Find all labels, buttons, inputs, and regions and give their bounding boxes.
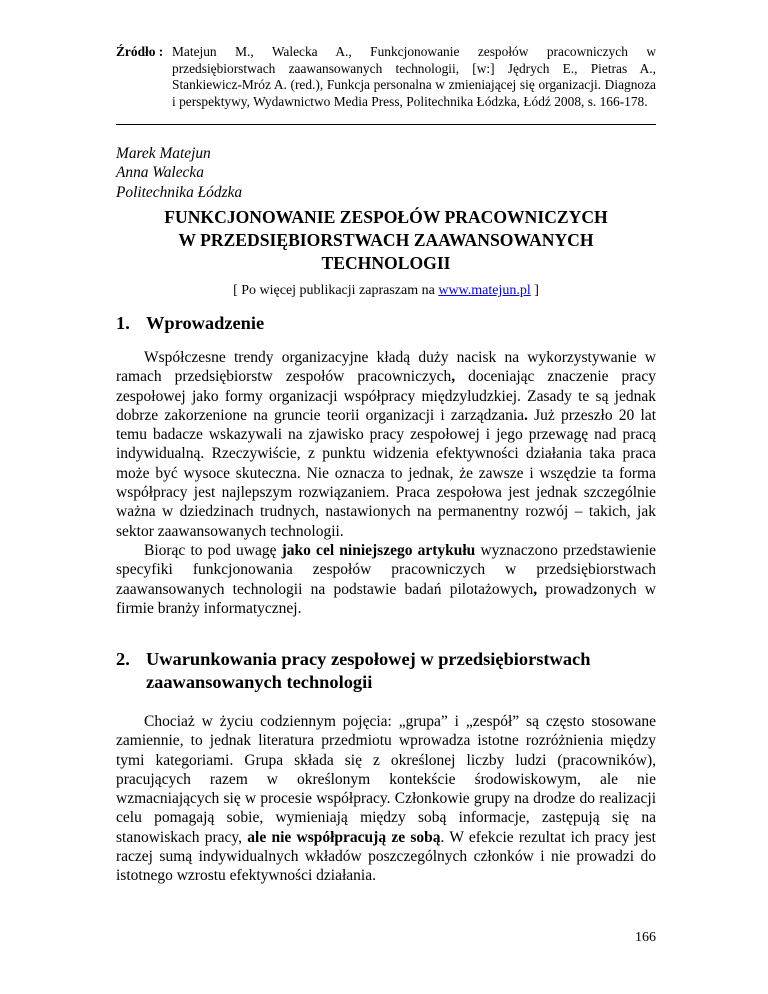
- section-1-paragraph-1: Współczesne trendy organizacyjne kładą duży nacisk na wykorzystywanie w ramach przedsiębiorstw zespołów pracowniczych, doceniając znaczenie pracy zespołowej jako formy organizacji współpracy międzyludzkiej. Zasady te są jednak dobrze zakorzenione na gruncie teorii organizacji i zarządzania. Już przeszło 20 lat temu badacze wskazywali na zjawisko pracy zespołowej i jego przewagę nad pracą indywidualną. Rzeczywiście, z punktu widzenia efektywności działania taka praca może być wysoce skuteczna. Nie oznacza to jednak, że zawsze i wszędzie ta forma współpracy jest najlepszym rozwiązaniem. Praca zespołowa jest jednak szczególnie ważna w dziedzinach trudnych, nastawionych na permanentny rozwój – takich, jak sektor zaawansowanych technologii.: [116, 349, 657, 540]
- website-link[interactable]: www.matejun.pl: [438, 283, 531, 298]
- more-publications-note: [116, 282, 656, 300]
- header-divider: [116, 124, 656, 125]
- title-line-2: W PRZEDSIĘBIORSTWACH ZAAWANSOWANYCH: [178, 230, 594, 250]
- title-line-1: FUNKCJONOWANIE ZESPOŁÓW PRACOWNICZYCH: [164, 207, 608, 227]
- section-2-body: [116, 712, 656, 886]
- title-line-3: TECHNOLOGII: [321, 253, 451, 273]
- source-label: Źródło :: [116, 44, 164, 59]
- author-2: Anna Walecka: [116, 164, 204, 182]
- paper-title: [116, 206, 656, 275]
- section-2-number: 2.: [116, 649, 130, 669]
- section-1-title: Wprowadzenie: [146, 313, 265, 333]
- section-2-paragraph-1: Chociaż w życiu codziennym pojęcia: „grupa” i „zespół” są często stosowane zamiennie, to jednak literatura przedmiotu wprowadza istotne rozróżnienia między tymi kategoriami. Grupa składa się z określonej liczby ludzi (pracowników), pracujących razem w określonym kontekście środowiskowym, ale nie wzmacniających się w procesie współpracy. Członkowie grupy na drodze do realizacji celu pomagają sobie, wymieniają między sobą informacje, zastępują się na stanowiskach pracy, ale nie współpracują ze sobą. W efekcie rezultat ich pracy jest raczej sumą indywidualnych wkładów poszczególnych członków i nie prowadzi do istotnego wzrostu efektywności działania.: [116, 713, 656, 885]
- section-2-title: Uwarunkowania pracy zespołowej w przedsiębiorstwach zaawansowanych technologii: [146, 649, 591, 692]
- source-text: Matejun M., Walecka A., Funkcjonowanie zespołów pracowniczych w przedsiębiorstwach zaawansowanych technologii, [w:] Jędrych E., Pietras A., Stankiewicz-Mróz A. (red.), Funkcja personalna w zmieniającej się organizacji. Diagnoza i perspektywy, Wydawnictwo Media Press, Politechnika Łódzka, Łódź 2008, s. 166-178.: [172, 44, 656, 109]
- page-number: 166: [635, 930, 656, 945]
- affiliation: Politechnika Łódzka: [116, 183, 243, 201]
- section-1-heading: [116, 312, 656, 335]
- section-1-paragraph-2: Biorąc to pod uwagę jako cel niniejszego artykułu wyznaczono przedstawienie specyfiki funkcjonowania zespołów pracowniczych w przedsiębiorstwach zaawansowanych technologii na podstawie badań pilotażowych, prowadzonych w firmie branży informatycznej.: [116, 541, 657, 617]
- section-2-heading: [116, 648, 656, 694]
- section-1-number: 1.: [116, 313, 130, 333]
- source-citation: [116, 44, 656, 110]
- section-1-body: [116, 348, 656, 618]
- authors-block: [116, 144, 242, 202]
- more-prefix: [ Po więcej publikacji zapraszam na: [233, 283, 439, 298]
- more-suffix: ]: [530, 283, 539, 298]
- author-1: Marek Matejun: [116, 145, 211, 162]
